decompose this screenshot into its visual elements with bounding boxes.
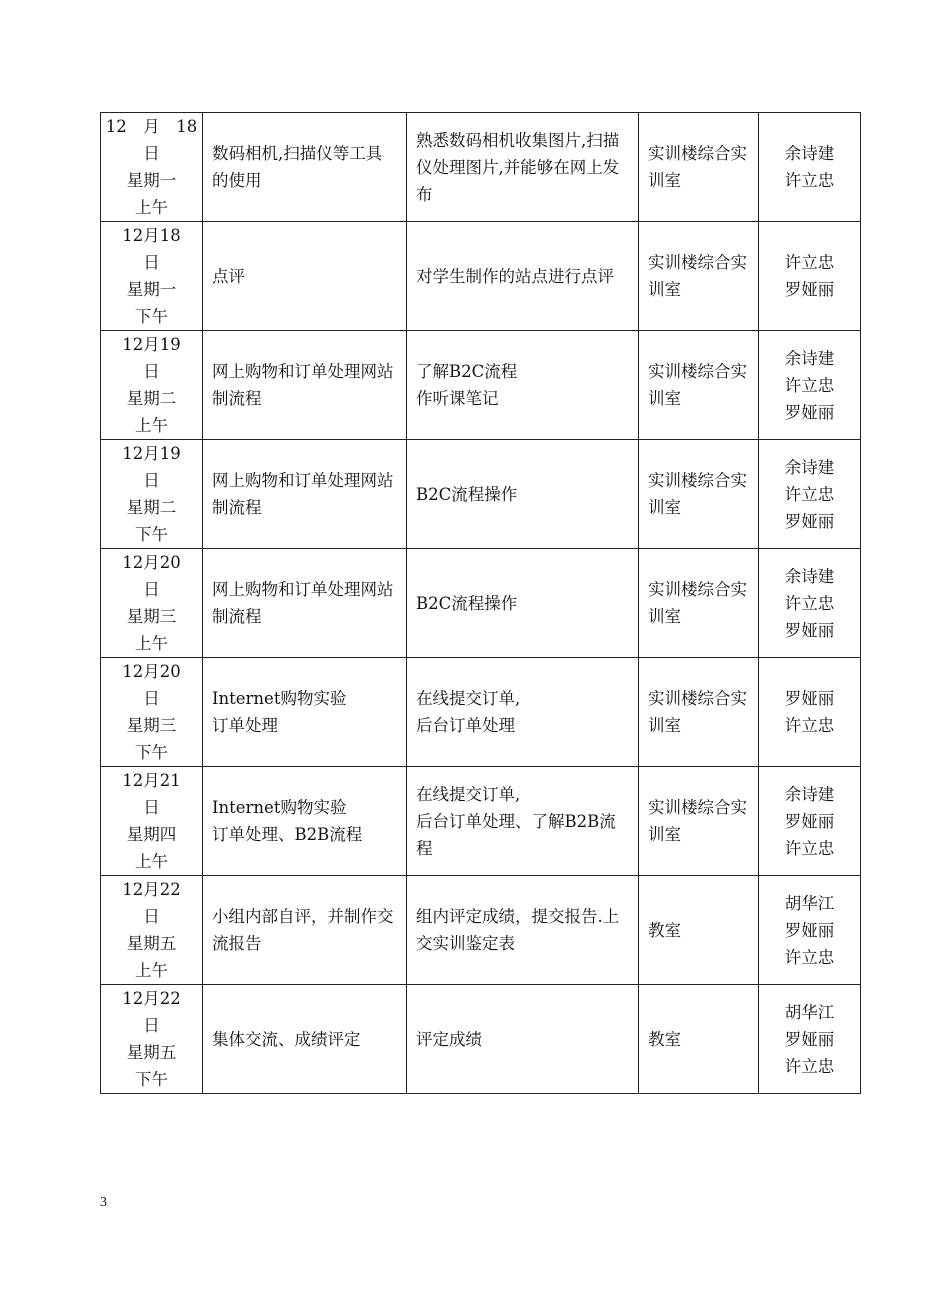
staff-name: 许立忠 bbox=[784, 375, 835, 395]
requirement-cell bbox=[407, 113, 639, 222]
staff-name: 罗娅丽 bbox=[784, 402, 835, 422]
location-text: 教室 bbox=[648, 920, 681, 940]
content-text: 网上购物和订单处理网站制流程 bbox=[212, 580, 394, 626]
date-line: 12月19 bbox=[122, 335, 181, 354]
date-line: 上午 bbox=[135, 198, 168, 217]
staff-cell bbox=[759, 440, 861, 549]
location-text: 实训楼综合实训室 bbox=[648, 798, 747, 844]
location-text: 实训楼综合实训室 bbox=[648, 471, 747, 517]
date-cell bbox=[101, 767, 203, 876]
content-cell bbox=[203, 440, 407, 549]
location-cell bbox=[639, 440, 759, 549]
staff-name: 余诗建 bbox=[784, 144, 835, 163]
table-row bbox=[101, 658, 861, 767]
date-line: 12月19 bbox=[122, 444, 181, 463]
date-cell bbox=[101, 876, 203, 985]
requirement-cell bbox=[407, 440, 639, 549]
content-cell bbox=[203, 876, 407, 985]
staff-name: 罗娅丽 bbox=[784, 689, 835, 708]
content-text: 小组内部自评，并制作交流报告 bbox=[212, 907, 394, 953]
requirement-line: 熟悉数码相机收集图片,扫描仪处理图片,并能够在网上发布 bbox=[416, 130, 620, 204]
table-row bbox=[101, 331, 861, 440]
staff-cell bbox=[759, 549, 861, 658]
location-text: 实训楼综合实训室 bbox=[648, 689, 747, 735]
staff-cell bbox=[759, 767, 861, 876]
requirement-line: 对学生制作的站点进行点评 bbox=[416, 266, 614, 286]
staff-name: 许立忠 bbox=[784, 838, 835, 858]
requirement-line: B2C流程操作 bbox=[416, 484, 518, 504]
location-cell bbox=[639, 658, 759, 767]
date-line: 星期一 bbox=[126, 280, 177, 299]
content-text: 点评 bbox=[212, 266, 245, 286]
content-text: Internet购物实验 订单处理 bbox=[212, 689, 347, 735]
location-text: 实训楼综合实训室 bbox=[648, 580, 747, 626]
requirement-cell bbox=[407, 658, 639, 767]
requirement-line: 后台订单处理 bbox=[416, 716, 515, 735]
date-cell bbox=[101, 440, 203, 549]
content-cell bbox=[203, 767, 407, 876]
date-line: 下午 bbox=[135, 1070, 168, 1089]
page-number: 3 bbox=[100, 1195, 107, 1210]
staff-name: 余诗建 bbox=[784, 457, 835, 477]
staff-name: 许立忠 bbox=[784, 716, 835, 735]
location-text: 实训楼综合实训室 bbox=[648, 362, 747, 408]
date-cell bbox=[101, 549, 203, 658]
staff-name: 罗娅丽 bbox=[784, 620, 835, 640]
schedule-table-body bbox=[101, 113, 861, 1094]
staff-name: 罗娅丽 bbox=[784, 1029, 835, 1049]
location-text: 教室 bbox=[648, 1029, 681, 1049]
staff-name: 余诗建 bbox=[784, 566, 835, 586]
date-line: 日 bbox=[143, 1016, 160, 1035]
requirement-line: 后台订单处理、了解B2B流程 bbox=[416, 811, 616, 858]
location-cell bbox=[639, 331, 759, 440]
date-line: 12月22 bbox=[122, 880, 181, 899]
table-row bbox=[101, 440, 861, 549]
location-cell bbox=[639, 222, 759, 331]
content-cell bbox=[203, 331, 407, 440]
requirement-cell bbox=[407, 985, 639, 1094]
date-line: 日 bbox=[143, 798, 160, 817]
staff-name: 许立忠 bbox=[784, 253, 835, 272]
staff-cell bbox=[759, 222, 861, 331]
staff-name: 许立忠 bbox=[784, 171, 835, 190]
table-row bbox=[101, 113, 861, 222]
date-cell bbox=[101, 331, 203, 440]
requirement-line: 在线提交订单, bbox=[416, 689, 521, 708]
staff-cell bbox=[759, 113, 861, 222]
date-line: 下午 bbox=[135, 525, 168, 544]
date-line: 日 bbox=[143, 253, 160, 272]
date-line: 12月22 bbox=[122, 989, 181, 1008]
staff-name: 许立忠 bbox=[784, 947, 835, 967]
date-line: 星期二 bbox=[126, 498, 177, 517]
requirement-line: 在线提交订单, bbox=[416, 784, 521, 804]
staff-name: 余诗建 bbox=[784, 348, 835, 368]
requirement-line: 作听课笔记 bbox=[416, 389, 499, 408]
date-line: 上午 bbox=[135, 416, 168, 435]
date-line: 日 bbox=[143, 689, 160, 708]
location-cell bbox=[639, 985, 759, 1094]
location-text: 实训楼综合实训室 bbox=[648, 144, 747, 190]
requirement-cell bbox=[407, 876, 639, 985]
date-line: 日 bbox=[143, 580, 160, 599]
date-line: 星期五 bbox=[126, 1043, 177, 1062]
date-line: 上午 bbox=[135, 852, 168, 871]
location-cell bbox=[639, 113, 759, 222]
date-line: 日 bbox=[143, 144, 160, 163]
requirement-line: 组内评定成绩，提交报告.上交实训鉴定表 bbox=[416, 907, 620, 953]
staff-name: 胡华江 bbox=[784, 1002, 835, 1022]
requirement-cell bbox=[407, 331, 639, 440]
location-cell bbox=[639, 549, 759, 658]
requirement-line: B2C流程操作 bbox=[416, 593, 518, 613]
table-row bbox=[101, 222, 861, 331]
table-row bbox=[101, 549, 861, 658]
date-cell bbox=[101, 985, 203, 1094]
requirement-line: 了解B2C流程 bbox=[416, 362, 518, 381]
requirement-cell bbox=[407, 767, 639, 876]
date-line: 下午 bbox=[135, 743, 168, 762]
date-cell bbox=[101, 113, 203, 222]
content-cell bbox=[203, 658, 407, 767]
staff-cell bbox=[759, 985, 861, 1094]
content-text: 网上购物和订单处理网站制流程 bbox=[212, 362, 394, 408]
staff-name: 罗娅丽 bbox=[784, 511, 835, 531]
date-line: 下午 bbox=[135, 307, 168, 326]
date-line: 12 月 18 bbox=[105, 117, 198, 136]
location-text: 实训楼综合实训室 bbox=[648, 253, 747, 299]
content-cell bbox=[203, 222, 407, 331]
content-cell bbox=[203, 985, 407, 1094]
schedule-table bbox=[100, 112, 861, 1094]
date-line: 星期四 bbox=[126, 825, 177, 844]
date-line: 12月20 bbox=[122, 662, 181, 681]
date-line: 12月20 bbox=[122, 553, 181, 572]
requirement-line: 评定成绩 bbox=[416, 1029, 482, 1049]
content-cell bbox=[203, 113, 407, 222]
table-row bbox=[101, 767, 861, 876]
table-row bbox=[101, 876, 861, 985]
date-line: 星期三 bbox=[126, 607, 177, 626]
staff-name: 许立忠 bbox=[784, 484, 835, 504]
date-line: 星期三 bbox=[126, 716, 177, 735]
staff-name: 罗娅丽 bbox=[784, 920, 835, 940]
content-text: 集体交流、成绩评定 bbox=[212, 1029, 361, 1049]
content-text: 网上购物和订单处理网站制流程 bbox=[212, 471, 394, 517]
staff-cell bbox=[759, 658, 861, 767]
date-cell bbox=[101, 658, 203, 767]
content-text: Internet购物实验 订单处理、B2B流程 bbox=[212, 798, 363, 844]
requirement-cell bbox=[407, 222, 639, 331]
date-line: 日 bbox=[143, 362, 160, 381]
content-text: 数码相机,扫描仪等工具的使用 bbox=[212, 144, 383, 190]
staff-name: 胡华江 bbox=[784, 893, 835, 913]
content-cell bbox=[203, 549, 407, 658]
table-row bbox=[101, 985, 861, 1094]
date-line: 星期二 bbox=[126, 389, 177, 408]
date-line: 上午 bbox=[135, 961, 168, 980]
date-line: 上午 bbox=[135, 634, 168, 653]
location-cell bbox=[639, 876, 759, 985]
date-line: 12月18 bbox=[122, 226, 181, 245]
staff-name: 许立忠 bbox=[784, 1056, 835, 1076]
date-line: 星期一 bbox=[126, 171, 177, 190]
staff-cell bbox=[759, 876, 861, 985]
location-cell bbox=[639, 767, 759, 876]
date-line: 日 bbox=[143, 471, 160, 490]
date-line: 星期五 bbox=[126, 934, 177, 953]
date-line: 12月21 bbox=[122, 771, 181, 790]
staff-name: 许立忠 bbox=[784, 593, 835, 613]
requirement-cell bbox=[407, 549, 639, 658]
staff-name: 罗娅丽 bbox=[784, 811, 835, 831]
date-cell bbox=[101, 222, 203, 331]
date-line: 日 bbox=[143, 907, 160, 926]
staff-name: 罗娅丽 bbox=[784, 280, 835, 299]
staff-name: 余诗建 bbox=[784, 784, 835, 804]
staff-cell bbox=[759, 331, 861, 440]
